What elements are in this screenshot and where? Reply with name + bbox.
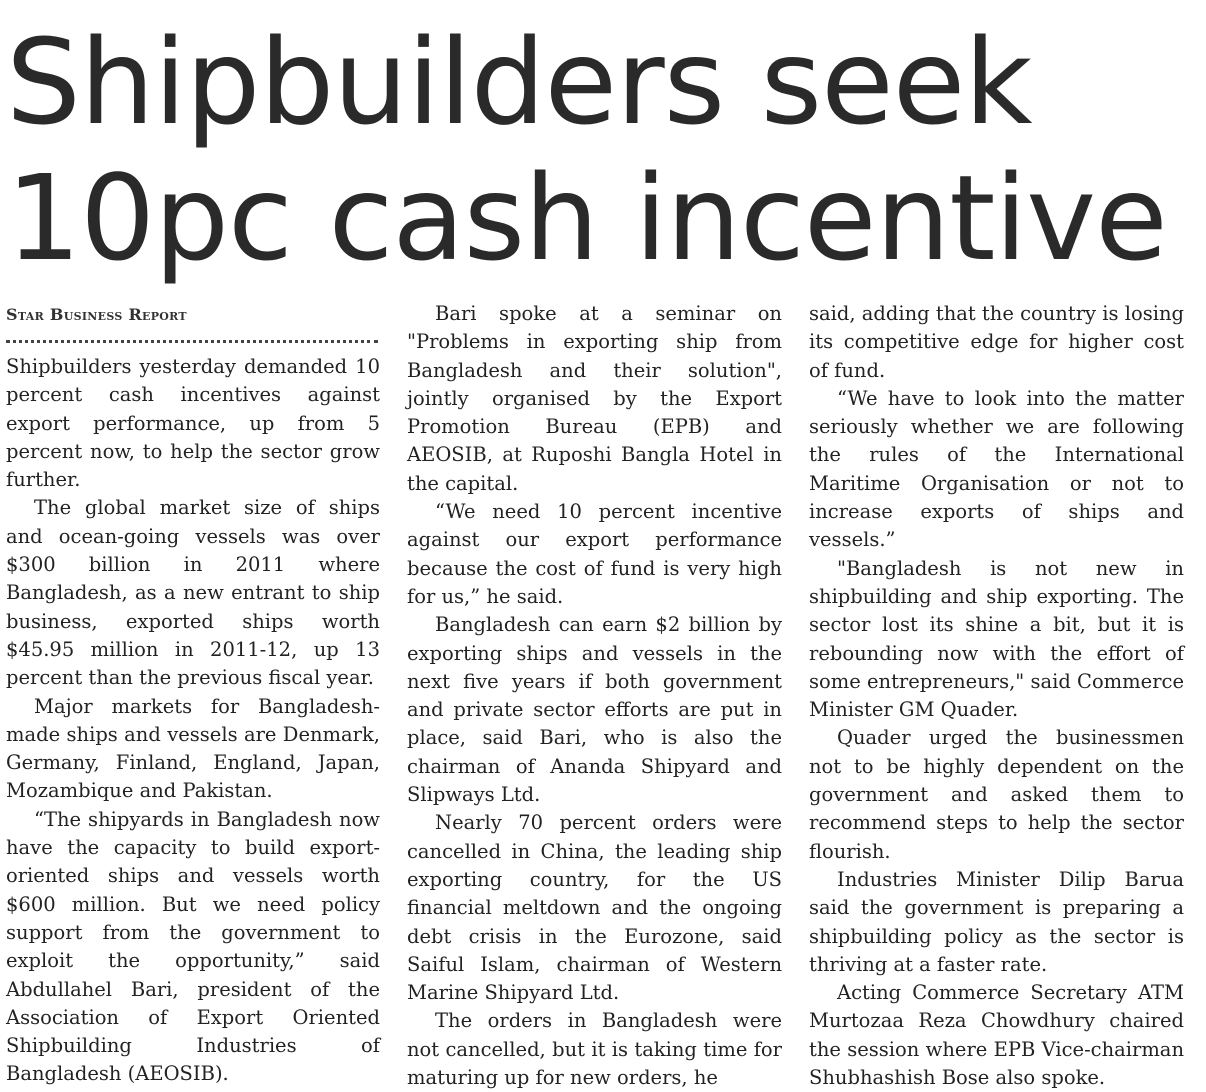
paragraph: said, adding that the country is losing its competitive edge for higher cost of fund. — [809, 302, 1184, 382]
paragraph: Quader urged the businessmen not to be highly dependent on the government and asked them to recommend steps to help the sector flourish. — [809, 726, 1184, 863]
paragraph: Nearly 70 percent orders were cancelled in China, the leading ship exporting country, for the US financial meltdown and the ongoing debt crisis in the Eurozone, said Saiful Islam, chairman of Western Marine Shipyard Ltd. — [407, 811, 782, 1005]
paragraph: “The shipyards in Bangladesh now have the capacity to build export-oriented ships and vessels worth $600 million. But we need policy support from the government to exploit the opportunity,” said Abdullahel Bari, president of the Association of Export Oriented Shipbuilding Industries of Bangladesh (AEOSIB). — [6, 807, 380, 1086]
headline-line-1: Shipbuilders seek — [6, 13, 1032, 151]
article-column-2 — [407, 300, 782, 1092]
paragraph: “We need 10 percent incentive against our export performance because the cost of fund is very high for us,” he said. — [407, 500, 782, 608]
paragraph: Acting Commerce Secretary ATM Murtozaa Reza Chowdhury chaired the session where EPB Vice-chairman Shubhashish Bose also spoke. — [809, 981, 1184, 1090]
paragraph: The global market size of ships and ocean-going vessels was over $300 billion in 2011 where Bangladesh, as a new entrant to ship business, exported ships worth $45.95 million in 2011-12, up 13 percent than the previous fiscal year. — [6, 496, 380, 690]
article-column-3 — [809, 300, 1184, 1092]
paragraph: Bari spoke at a seminar on "Problems in exporting ship from Bangladesh and their solution", jointly organised by the Export Promotion Bureau (EPB) and AEOSIB, at Ruposhi Bangla Hotel in the capital. — [407, 302, 782, 495]
paragraph: “We have to look into the matter seriously whether we are following the rules of the International Maritime Organisation or not to increase exports of ships and vessels.” — [809, 386, 1184, 552]
article-headline — [6, 14, 1196, 286]
article-column-1 — [6, 300, 380, 1089]
dotted-divider — [6, 340, 378, 343]
paragraph: Bangladesh can earn $2 billion by exporting ships and vessels in the next five years if both government and private sector efforts are put in place, said Bari, who is also the chairman of Ananda Shipyard and Slipways Ltd. — [407, 613, 782, 807]
headline-line-2: 10pc cash incentive — [6, 149, 1167, 287]
paragraph: Shipbuilders yesterday demanded 10 percent cash incentives against export performance, up from 5 percent now, to help the sector grow further. — [6, 355, 380, 492]
paragraph: Industries Minister Dilip Barua said the government is preparing a shipbuilding policy as the sector is thriving at a faster rate. — [809, 867, 1184, 976]
paragraph: "Bangladesh is not new in shipbuilding and ship exporting. The sector lost its shine a bit, but it is rebounding now with the effort of some entrepreneurs," said Commerce Minister GM Quader. — [809, 556, 1184, 722]
byline: Star Business Report — [6, 305, 187, 324]
paragraph: Major markets for Bangladesh-made ships and vessels are Denmark, Germany, Finland, England, Japan, Mozambique and Pakistan. — [6, 694, 380, 803]
paragraph: The orders in Bangladesh were not cancelled, but it is taking time for maturing up for new orders, he — [407, 1009, 782, 1090]
